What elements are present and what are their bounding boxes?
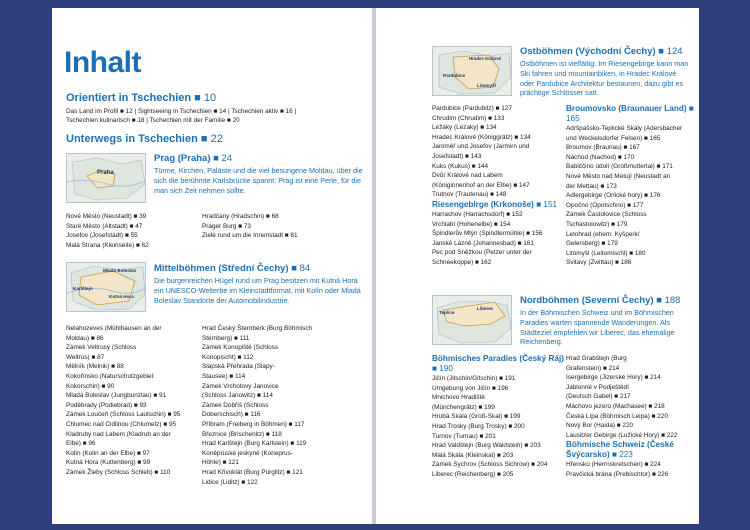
toc-entry[interactable]: Kutná Hora (Kuttenberg) ■ 99 (66, 459, 151, 467)
orient-page: ■ 10 (194, 92, 217, 104)
nord-list-1 (432, 354, 566, 480)
nord-description: In der Böhmischen Schweiz und im Böhmischen Paradies warten spannende Wanderungen. Als Städteziel empfehlen wir Liberec, das ehemalige Reichenberg. (520, 308, 675, 347)
nord-title[interactable] (520, 295, 680, 306)
toc-entry[interactable]: Malá Strana (Kleinseite) ■ 62 (66, 241, 149, 249)
toc-entry[interactable]: Tschastolowitz) ■ 179 (566, 220, 628, 228)
toc-entry[interactable]: Weltrus) ■ 87 (66, 353, 105, 361)
toc-entry[interactable]: Stausee) ■ 114 (202, 372, 246, 380)
toc-entry[interactable]: Doberschisch) ■ 116 (202, 411, 261, 419)
toc-entry[interactable]: Pec pod Sněžkou (Petzer unter der (432, 249, 532, 257)
nord-map-thumbnail (432, 295, 512, 345)
toc-entry[interactable]: und Weckelsdorfer Felsen) ■ 165 (566, 134, 661, 142)
toc-entry[interactable]: (Königinnenhof an der Elbe) ■ 147 (432, 181, 530, 189)
toc-entry[interactable]: Trutnov (Trautenau) ■ 148 (432, 191, 507, 199)
toc-entry[interactable]: Hrad Karlštejn (Burg Karlstein) ■ 119 (202, 440, 307, 448)
mittel-map-thumbnail (66, 262, 146, 312)
mittel-description: Die burgenreichen Hügel rund um Prag besitzen mit Kutná Hora ein UNESCO-Welterbe im Kleinstadtformat, mit Kolín oder Mladá Boleslav Standorte der Automobilindustrie. (154, 276, 361, 305)
ost-map-label-2: Pardubice (443, 73, 466, 78)
ost-title-text: Ostböhmen (Východní Čechy) (520, 46, 656, 57)
toc-entry[interactable]: Zámek Sychrov (Schloss Sichrow) ■ 204 (432, 461, 548, 469)
cesky-raj-heading[interactable] (432, 354, 566, 374)
toc-entry[interactable]: Lausitzer Gebirge (Lužické Hory) ■ 222 (566, 431, 678, 439)
toc-entry[interactable]: Opočno (Opotschno) ■ 177 (566, 201, 644, 209)
orient-line-2: Tschechien kulinarisch ■ 18 | Tschechien mit der Familie ■ 20 (66, 117, 240, 124)
toc-entry[interactable]: Nové Město nad Metují (Neustadt an (566, 172, 671, 180)
toc-entry[interactable]: Hradec Králové (Königgrätz) ■ 134 (432, 133, 531, 141)
toc-entry[interactable]: Schneekoppe) ■ 162 (432, 258, 492, 266)
toc-entry[interactable]: Nový Bor (Haida) ■ 220 (566, 422, 634, 430)
toc-entry[interactable]: Josefstadt) ■ 143 (432, 152, 482, 160)
toc-entry[interactable]: Hrad Valdštejn (Burg Waldstein) ■ 203 (432, 442, 541, 450)
unterwegs-page: ■ 22 (200, 133, 223, 145)
toc-entry[interactable]: Hřensko (Herrnskretschen) ■ 224 (566, 461, 661, 469)
toc-entry[interactable]: Josefov (Josefstadt) ■ 55 (66, 232, 138, 240)
orient-heading-text: Orientiert in Tschechien (66, 92, 192, 104)
toc-entry[interactable]: Staré Město (Altstadt) ■ 47 (66, 222, 143, 230)
toc-entry[interactable]: Broumov (Braunau) ■ 167 (566, 144, 640, 152)
ost-page: ■ 124 (658, 46, 683, 57)
ost-title[interactable] (520, 46, 683, 57)
nord-map-label-2: Liberec (477, 306, 494, 311)
prag-map-label: Praha (97, 170, 114, 176)
toc-entry[interactable]: Svitavy (Zwittau) ■ 186 (566, 259, 632, 267)
mittel-title[interactable] (154, 263, 310, 274)
toc-entry[interactable]: Adlergebirge (Orlické hory) ■ 176 (566, 192, 661, 200)
nord-map-icon (433, 296, 512, 345)
riesengebirge-heading[interactable] (432, 200, 566, 210)
toc-entry[interactable]: Slapská Přehrada (Slapy- (202, 363, 275, 371)
toc-entry[interactable]: Höhle) ■ 121 (202, 459, 239, 467)
left-page (52, 8, 372, 524)
toc-entry[interactable]: Hrad Český Šternberk (Burg Böhmisch (202, 325, 313, 332)
nord-page: ■ 188 (656, 295, 681, 306)
ost-list-2 (566, 104, 696, 268)
toc-entry[interactable]: Nelahozeves (Mühlhausen an der (66, 325, 162, 332)
ost-description: Ostböhmen ist vielfältig. Im Riesengebirge kann man Ski fahren und mountainbiken, in Hradec Králové oder Pardubice Architektur bestaunen, dazu gibt es prächtige Schlösser satt. (520, 59, 689, 98)
toc-entry[interactable]: Hrad Křivoklát (Burg Pürglitz) ■ 121 (202, 468, 303, 476)
toc-entry[interactable]: Ziele rund um die Innenstadt ■ 81 (202, 232, 298, 240)
toc-entry[interactable]: Harrachov (Harrachsdorf) ■ 152 (432, 210, 523, 218)
toc-entry[interactable]: Janské Lázně (Johannesbad) ■ 161 (432, 239, 534, 247)
mittel-list-1 (66, 324, 206, 478)
toc-entry[interactable]: Letohrad (ehem. Kyšperk/ (566, 230, 640, 238)
toc-entry[interactable]: Pravčická brána (Prebischtor) ■ 226 (566, 470, 669, 478)
toc-entry[interactable]: Gelersberg) ■ 179 (566, 240, 618, 248)
prag-page: ■ 24 (213, 153, 233, 164)
toc-entry[interactable]: Špindlerův Mlýn (Spindlermühle) ■ 156 (432, 230, 543, 238)
toc-entry[interactable]: Hradčany (Hradschin) ■ 68 (202, 213, 279, 220)
toc-entry[interactable]: Mladá Boleslav (Jungbunzlau) ■ 91 (66, 392, 167, 400)
mittel-list-2 (202, 324, 362, 487)
toc-entry[interactable]: Poděbrady (Podiebrad) ■ 93 (66, 401, 147, 409)
toc-entry[interactable]: Litomyšl (Leitomischl) ■ 180 (566, 249, 646, 257)
toc-entry[interactable]: Mnichovo Hradiště (432, 394, 485, 402)
broumovsko-heading[interactable] (566, 104, 696, 124)
toc-entry[interactable]: Kladruby nad Labem (Kladrub an der (66, 430, 171, 438)
toc-entry[interactable]: Zámek Dobříš (Schloss (202, 401, 269, 409)
cesky-raj-heading-page: ■ 190 (432, 364, 453, 373)
toc-entry[interactable]: Jablonné v Podještědí (566, 383, 629, 391)
toc-entry[interactable]: Hrad Trosky (Burg Trosky) ■ 200 (432, 422, 525, 430)
riesengebirge-heading-text: Riesengebirge (Krkonoše) (432, 199, 534, 209)
toc-entry[interactable]: Ležáky (Lezaky) ■ 134 (432, 124, 497, 132)
toc-entry[interactable]: (Münchengrätz) ■ 199 (432, 403, 495, 411)
toc-entry[interactable]: Sternberg) ■ 111 (202, 334, 250, 342)
toc-entry[interactable]: Malá Skála (Kleinskal) ■ 203 (432, 451, 514, 459)
ost-map-icon (433, 47, 512, 96)
prag-map-thumbnail (66, 153, 146, 203)
boehmische-schweiz-heading-page: ■ 223 (611, 450, 633, 460)
toc-entry[interactable]: Kuks (Kukus) ■ 144 (432, 162, 489, 170)
right-page (376, 8, 699, 524)
prag-title-text: Prag (Praha) (154, 153, 211, 164)
toc-entry[interactable]: Liberec (Reichenberg) ■ 205 (432, 470, 514, 478)
ost-map-label-3: Litomyšl (477, 83, 496, 88)
riesengebirge-heading-page: ■ 151 (536, 199, 558, 209)
nord-list-2 (566, 354, 696, 480)
nord-title-text: Nordböhmen (Severní Čechy) (520, 295, 654, 306)
toc-entry[interactable]: Zámek Veltrusy (Schloss (66, 344, 137, 352)
unterwegs-heading[interactable] (66, 133, 223, 145)
toc-entry[interactable]: Vrchlabí (Hohenelbe) ■ 154 (432, 220, 511, 228)
toc-entry[interactable]: (Deutsch Gabel) ■ 217 (566, 393, 631, 401)
prag-list-2 (202, 212, 362, 241)
toc-entry[interactable]: Česká Lípa (Böhmisch Leipa) ■ 220 (566, 412, 668, 420)
page-title: Inhalt (64, 46, 141, 79)
toc-entry[interactable]: Adršpašsko-Teplické Skály (Adersbacher (566, 125, 683, 132)
toc-entry[interactable]: Lidice (Liditz) ■ 122 (202, 478, 258, 486)
orient-heading[interactable] (66, 92, 216, 104)
toc-entry[interactable]: Chrudim (Chrudim) ■ 133 (432, 114, 505, 122)
cesky-raj-heading-text: Böhmisches Paradies (Český Ráj) (432, 354, 564, 363)
toc-entry[interactable]: Březnice (Brischenitz) ■ 118 (202, 430, 282, 438)
orient-line-1: Das Land im Profil ■ 12 | Sightseeing in Tschechien ■ 14 | Tschechien aktiv ■ 16 | (66, 108, 297, 115)
toc-entry[interactable]: Kolín (Kolin an der Elbe) ■ 97 (66, 449, 150, 457)
toc-entry[interactable]: Příbram (Freiberg in Böhmen) ■ 117 (202, 420, 305, 428)
toc-entry[interactable]: Babiččino údolí (Großmuttertal) ■ 171 (566, 163, 673, 171)
mittel-map-label-1: Mladá Boleslav (103, 268, 137, 273)
mittel-map-label-3: Kutná Hora (109, 294, 134, 299)
toc-entry[interactable]: Chlumec nad Cidlinou (Chlumetz) ■ 95 (66, 420, 177, 428)
toc-entry[interactable]: Zámek Častolovice (Schloss (566, 211, 647, 219)
toc-entry[interactable]: Grafenstein) ■ 214 (566, 364, 620, 372)
toc-entry[interactable]: Zámek Žleby (Schloss Schleb) ■ 110 (66, 468, 171, 476)
mittel-title-text: Mittelböhmen (Střední Čechy) (154, 263, 289, 274)
toc-entry[interactable]: Isergebirge (Jizerské Hory) ■ 214 (566, 374, 661, 382)
ost-map-label-1: Hradec Králové (469, 56, 502, 61)
toc-entry[interactable]: Náchod (Nachod) ■ 170 (566, 153, 635, 161)
ost-list-1 (432, 104, 566, 268)
boehmische-schweiz-heading-text: Böhmische Schweiz (České Švýcarsko) (566, 440, 674, 460)
toc-entry[interactable]: Zámek Konopiště (Schloss (202, 344, 279, 352)
toc-entry[interactable]: Kokořínsko (Naturschutzgebiet (66, 372, 154, 380)
prag-list-1 (66, 212, 206, 250)
toc-entry[interactable]: Kokorschin) ■ 90 (66, 382, 115, 390)
broumovsko-heading-text: Broumovsko (Braunauer Land) (566, 104, 687, 113)
toc-entry[interactable]: Pardubice (Pardubitz) ■ 127 (432, 105, 512, 112)
mittel-map-icon (67, 263, 146, 312)
toc-entry[interactable]: Zámek Vrchotovy Janovice (202, 382, 279, 390)
prag-map-icon (67, 154, 146, 203)
toc-entry[interactable]: Jaroměř und Josefov (Jarmirn und (432, 143, 530, 151)
toc-entry[interactable]: Dvůr Králové nad Labem (432, 172, 503, 180)
toc-entry[interactable]: Nové Město (Neustadt) ■ 39 (66, 213, 147, 220)
toc-entry[interactable]: Zámek Loučeň (Schloss Lautschin) ■ 95 (66, 411, 181, 419)
toc-entry[interactable]: Koněpruské jeskyně (Koneprus- (202, 449, 293, 457)
toc-entry[interactable]: Máchovo jezero (Machasee) ■ 218 (566, 402, 665, 410)
broumovsko-heading-page: ■ 165 (566, 104, 694, 123)
toc-entry[interactable]: Elbe) ■ 96 (66, 440, 96, 448)
toc-entry[interactable]: Mělník (Melnik) ■ 88 (66, 363, 124, 371)
toc-entry[interactable]: Hrubá Skála (Groß-Skal) ■ 199 (432, 413, 521, 421)
toc-entry[interactable]: Moldau) ■ 86 (66, 334, 104, 342)
prag-description: Türme, Kirchen, Paläste und die viel besungene Moldau, über die sich die berühmte Karlsbrücke spannt: Prag ist eine Perle, für die man sich Zeit nehmen sollte. (154, 166, 363, 195)
nord-map-label-1: Teplice (439, 310, 455, 315)
unterwegs-heading-text: Unterwegs in Tschechien (66, 133, 198, 145)
ost-map-thumbnail (432, 46, 512, 96)
toc-entry[interactable]: Konopischt) ■ 112 (202, 353, 254, 361)
boehmische-schweiz-heading[interactable] (566, 440, 696, 460)
mittel-page: ■ 84 (291, 263, 311, 274)
toc-entry[interactable]: Hrad Grabštejn (Burg (566, 355, 627, 362)
toc-entry[interactable]: Turnov (Turnau) ■ 201 (432, 432, 496, 440)
prag-title[interactable] (154, 153, 232, 164)
toc-entry[interactable]: der Mettau) ■ 173 (566, 182, 617, 190)
toc-entry[interactable]: Prager Burg ■ 73 (202, 222, 251, 230)
toc-entry[interactable]: Jičín (Jitschin/Gitschin) ■ 191 (432, 375, 516, 382)
mittel-map-label-2: Karlštejn (73, 286, 93, 291)
toc-entry[interactable]: (Schloss Janowitz) ■ 114 (202, 392, 273, 400)
toc-entry[interactable]: Umgebung von Jičín ■ 196 (432, 384, 509, 392)
